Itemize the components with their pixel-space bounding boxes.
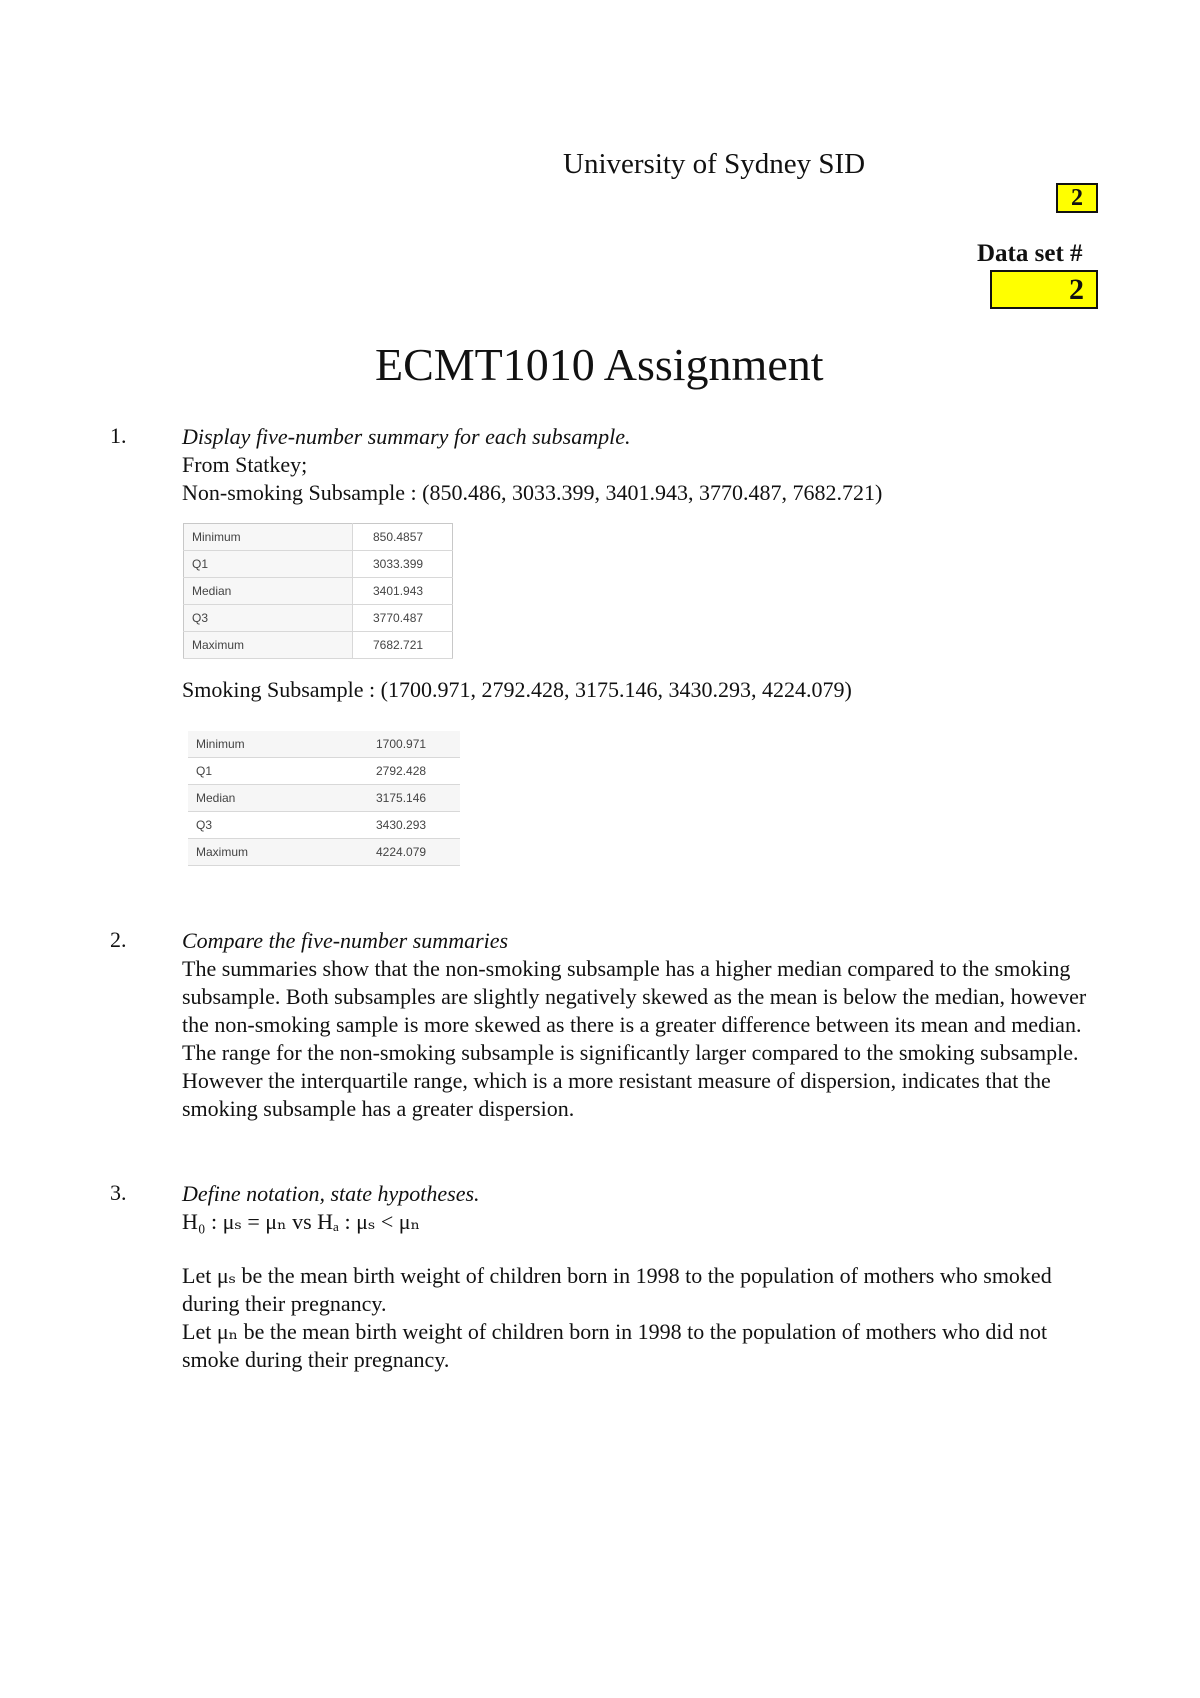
stat-value: 3401.943 bbox=[353, 578, 453, 605]
stat-label: Q3 bbox=[184, 605, 353, 632]
stat-label: Minimum bbox=[184, 524, 353, 551]
smoking-summary-block bbox=[182, 676, 1102, 704]
spacer bbox=[182, 1236, 1102, 1262]
question-2-answer: The summaries show that the non-smoking subsample has a higher median compared to the smoking subsample. Both subsamples are slightly negatively skewed as the mean is below the median, however the non-smoking sample is more skewed as there is a greater difference between its mean and median. The range for the non-smoking subsample is significantly larger compared to the smoking subsample. However the interquartile range, which is a more resistant measure of dispersion, indicates that the smoking subsample has a greater dispersion. bbox=[182, 956, 1087, 1121]
dataset-value-box: 2 bbox=[990, 270, 1098, 309]
definition-mu-n: Let μₙ be the mean birth weight of children born in 1998 to the population of mothers who did not smoke during their pregnancy. bbox=[182, 1319, 1048, 1372]
stat-value: 2792.428 bbox=[366, 758, 460, 785]
stat-label: Maximum bbox=[188, 839, 366, 866]
stat-label: Minimum bbox=[188, 731, 366, 758]
table-row bbox=[184, 605, 453, 632]
stat-label: Median bbox=[184, 578, 353, 605]
table-row bbox=[188, 839, 460, 866]
question-1-number: 1. bbox=[110, 423, 127, 448]
stat-value: 3175.146 bbox=[366, 785, 460, 812]
stat-label: Q1 bbox=[188, 758, 366, 785]
stat-value: 850.4857 bbox=[353, 524, 453, 551]
table-row bbox=[188, 731, 460, 758]
stat-value: 7682.721 bbox=[353, 632, 453, 659]
stat-value: 4224.079 bbox=[366, 839, 460, 866]
question-3-prompt: Define notation, state hypotheses. bbox=[182, 1181, 480, 1206]
question-2-block bbox=[182, 927, 1102, 1123]
stat-value: 3033.399 bbox=[353, 551, 453, 578]
question-1-prompt: Display five-number summary for each subsample. bbox=[182, 424, 631, 449]
table-row bbox=[184, 632, 453, 659]
table-row bbox=[184, 551, 453, 578]
sid-value-box: 2 bbox=[1056, 183, 1098, 213]
stat-value: 1700.971 bbox=[366, 731, 460, 758]
table-row bbox=[184, 524, 453, 551]
stat-label: Q1 bbox=[184, 551, 353, 578]
question-2-prompt: Compare the five-number summaries bbox=[182, 928, 509, 953]
non-smoking-summary-table bbox=[183, 523, 453, 659]
non-smoking-summary-line: Non-smoking Subsample : (850.486, 3033.399, 3401.943, 3770.487, 7682.721) bbox=[182, 480, 883, 505]
stat-label: Maximum bbox=[184, 632, 353, 659]
smoking-summary-table bbox=[188, 731, 460, 866]
table-row bbox=[188, 812, 460, 839]
question-3-block bbox=[182, 1180, 1102, 1374]
hypothesis-statement: H₀ : μₛ = μₙ vs Hₐ : μₛ < μₙ bbox=[182, 1209, 421, 1234]
table-row bbox=[188, 758, 460, 785]
page-title: ECMT1010 Assignment bbox=[375, 339, 824, 390]
question-3-number: 3. bbox=[110, 1180, 127, 1205]
stat-label: Q3 bbox=[188, 812, 366, 839]
smoking-summary-line: Smoking Subsample : (1700.971, 2792.428, 3175.146, 3430.293, 4224.079) bbox=[182, 677, 852, 702]
dataset-label: Data set # bbox=[977, 240, 1083, 267]
definition-mu-s: Let μₛ be the mean birth weight of children born in 1998 to the population of mothers who smoked during their pregnancy. bbox=[182, 1263, 1052, 1316]
question-2-number: 2. bbox=[110, 927, 127, 952]
question-1-block bbox=[182, 423, 1102, 507]
table-row bbox=[184, 578, 453, 605]
question-1-source: From Statkey; bbox=[182, 452, 308, 477]
table-row bbox=[188, 785, 460, 812]
stat-value: 3770.487 bbox=[353, 605, 453, 632]
stat-value: 3430.293 bbox=[366, 812, 460, 839]
stat-label: Median bbox=[188, 785, 366, 812]
sid-title: University of Sydney SID bbox=[563, 148, 866, 180]
